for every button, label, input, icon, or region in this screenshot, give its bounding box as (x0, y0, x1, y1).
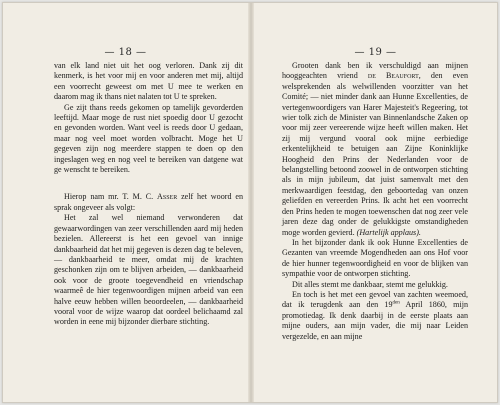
text-run: zelf het woord en sprak ongeveer als volgt: (54, 192, 243, 212)
text-run: Grooten dank ben ik verschuldigd aan mijnen hooggeachten vriend (282, 61, 468, 81)
paragraph (54, 192, 243, 213)
person-name: Asser (157, 192, 178, 202)
paragraph: Het zal wel niemand verwonderen dat gewaarwordingen van zeer verschillenden aard mij heden bezielen. Allereerst is het een gevoel van innige dankbaarheid dat het mij gegeven is dezen dag te beleven, — dankbaarheid te meer, omdat mij de krachten geschonken zijn om te blijven arbeiden, — dankbaarheid ook voor de groote toegevendheid en vriendschap waarmeê de hier tegenwoordigen mijnen arbeid van een halve eeuw hebben willen beoordeelen, — dankbaarheid vooral voor de wijze waarop dat oordeel belichaamd zal worden in eene mij bijzonder dierbare stichting. (54, 213, 243, 327)
text-run: En toch is het met een gevoel van zachten weemoed, dat ik terugdenk aan den 19 (282, 289, 468, 310)
right-page (254, 3, 497, 402)
page-number: — 18 — (104, 47, 147, 58)
paragraph: Dit alles stemt me dankbaar, stemt me gelukkig. (292, 279, 448, 289)
superscript: den (392, 300, 400, 306)
paragraph (282, 290, 468, 342)
page-body (54, 61, 243, 328)
person-name: de Beaufort (367, 71, 419, 81)
left-page (3, 3, 248, 402)
paragraph: In het bijzonder dank ik ook Hunne Excellenties de Gezanten van vreemde Mogendheden aan ons Hof voor de hier hunner tegenwoordigheid en voor de blijken van sympathie voor de ontworpen stichting. (282, 237, 468, 279)
page-body (282, 61, 468, 342)
text-run: , den even welsprekenden als welwillenden voorzitter van het Comité; — niet minder dank aan Hunne Excellenties, de vertegenwoordigers van Harer Majesteit's Regeering, tot wier tolk zich de Minister van Binnenlandsche Zaken op voor mij zeer vereerende wijze heeft willen maken. Het zij mij vergund vooral ook mijne eerbiedige erkentelijkheid te betuigen aan Zijne Koninklijke Hoogheid den Prins der Nederlanden voor de belangstelling betoond zoowel in de ontworpen stichting als in mijn jubileum, dat juist samenvalt met den merkwaardigen feestdag, den geboortedag van onzen geliefden en vereerden Prins. Ik acht het een voorrecht den Prins heden te mogen toewenschen dat nog zeer vele jaren deze dag onder de gelukkigste omstandigheden moge worden gevierd. (282, 71, 468, 237)
page-number: — 19 — (354, 47, 397, 58)
paragraph (282, 61, 468, 238)
paragraph: van elk land niet uit het oog verloren. Dank zij dit kenmerk, is het voor mij en voor anderen met mij, altijd een voorrecht geweest om met U mee te werken en daarom mag ik thans niet nalaten tot U te spreken. (54, 61, 243, 102)
paragraph: Ge zijt thans reeds gekomen op tamelijk gevorderden leeftijd. Maar moge de rust niet spoedig door U gezocht en gevonden worden. Want veel is reeds door U gedaan, maar nog veel moet worden volbracht. Moge het U gegeven zijn nog meerdere stappen te doen op den ingeslagen weg en nog veel te bereiken van datgene wat ge wenscht te bereiken. (54, 102, 243, 175)
section-gap (54, 175, 243, 192)
text-run: April 1860, mijn promotiedag. Ik denk daarbij in de eerste plaats aan mijne ouders, aan mijn vader, die mij naar Leiden vergezelde, en aan mijne (282, 300, 468, 341)
book-spread (2, 2, 498, 403)
text-run: Hierop nam mr. T. M. C. (64, 192, 158, 202)
applause-note: (Hartelijk applaus). (356, 227, 421, 237)
